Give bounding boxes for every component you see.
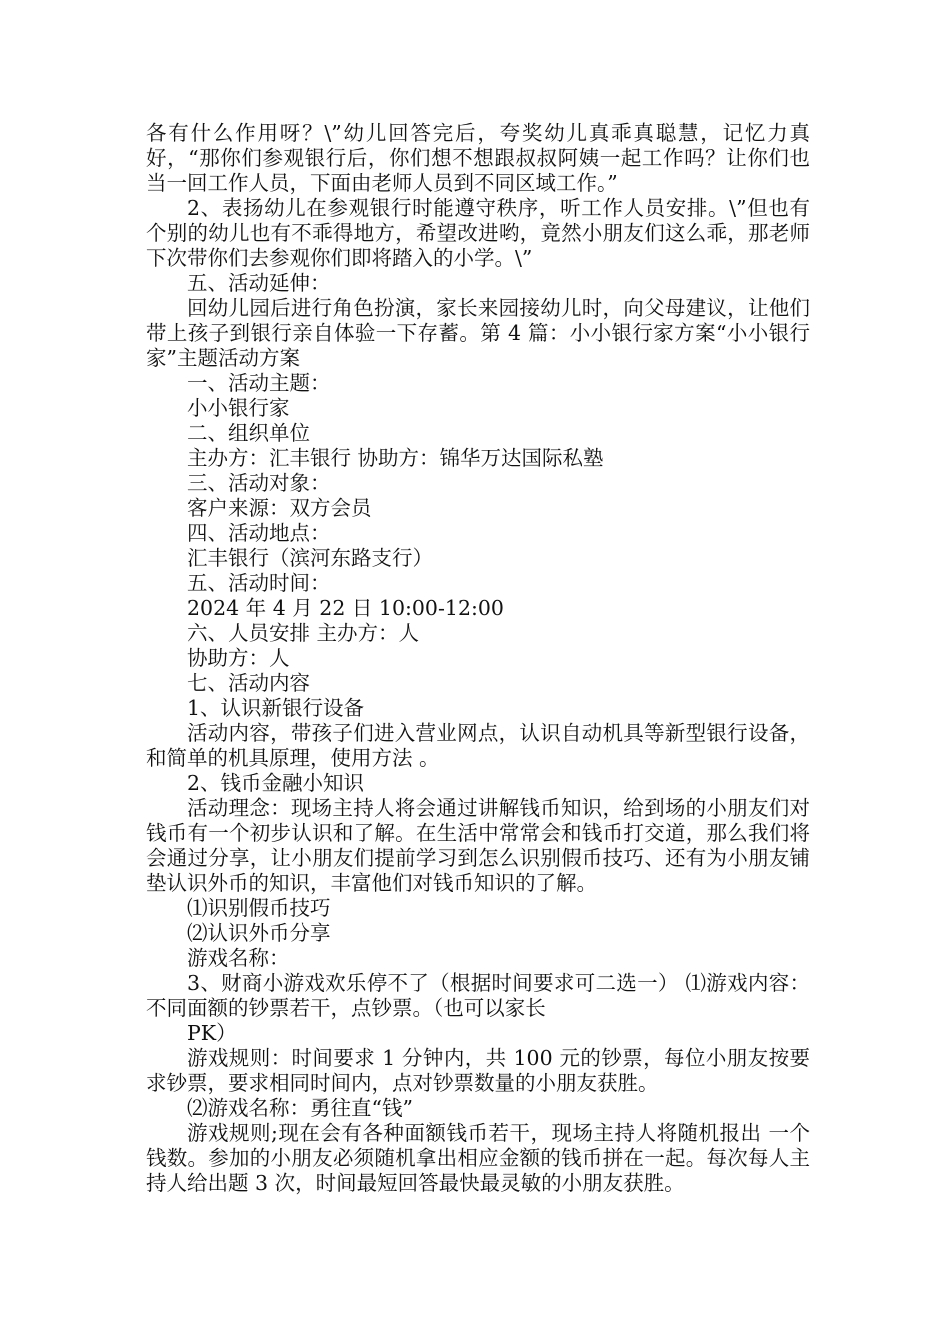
- text-line: PK）: [187, 1021, 237, 1045]
- text-line: 客户来源：双方会员: [187, 496, 372, 520]
- text-line: 2024 年 4 月 22 日 10:00-12:00: [187, 596, 504, 620]
- list-item: ⑴识别假币技巧: [187, 896, 331, 920]
- section-heading: 五、活动时间：: [187, 571, 331, 595]
- text-line: 游戏名称：: [187, 946, 290, 970]
- paragraph: 游戏规则;现在会有各种面额钱币若干，现场主持人将随机报出 一个钱数。参加的小朋友必须随机拿出相应金额的钱币拼在一起。每次每人主持人给出题 3 次，时间最短回答最快最灵敏的小朋友获胜。: [146, 1121, 810, 1195]
- document-body: [146, 121, 810, 1196]
- paragraph: 3、财商小游戏欢乐停不了（根据时间要求可二选一） ⑴游戏内容：不同面额的钞票若干，点钞票。（也可以家长: [146, 971, 810, 1020]
- paragraph: 2、表扬幼儿在参观银行时能遵守秩序，听工作人员安排。\”但也有个别的幼儿也有不乖得地方，希望改进哟，竟然小朋友们这么乖，那老师下次带你们去参观你们即将踏入的小学。\”: [146, 196, 810, 270]
- subsection-heading: 1、认识新银行设备: [187, 696, 365, 720]
- subsection-heading: 2、钱币金融小知识: [187, 771, 365, 795]
- section-heading: 四、活动地点：: [187, 521, 331, 545]
- text-line: 小小银行家: [187, 396, 290, 420]
- paragraph: 游戏规则：时间要求 1 分钟内，共 100 元的钞票，每位小朋友按要求钞票，要求相同时间内，点对钞票数量的小朋友获胜。: [146, 1046, 810, 1095]
- section-heading: 二、组织单位: [187, 421, 310, 445]
- list-item: ⑵认识外币分享: [187, 921, 331, 945]
- text-line: 主办方：汇丰银行 协助方：锦华万达国际私塾: [187, 446, 604, 470]
- paragraph: 活动内容，带孩子们进入营业网点，认识自动机具等新型银行设备，和简单的机具原理，使用方法 。: [146, 721, 810, 770]
- section-heading: 七、活动内容: [187, 671, 310, 695]
- paragraph: 各有什么作用呀？\”幼儿回答完后，夸奖幼儿真乖真聪慧，记忆力真好，“那你们参观银行后，你们想不想跟叔叔阿姨一起工作吗？让你们也当一回工作人员，下面由老师人员到不同区域工作。”: [146, 121, 810, 195]
- section-heading: 六、人员安排 主办方：人: [187, 621, 420, 645]
- section-heading: 一、活动主题：: [187, 371, 331, 395]
- text-line: 协助方：人: [187, 646, 290, 670]
- section-heading: 五、活动延伸：: [187, 271, 331, 295]
- section-heading: 三、活动对象：: [187, 471, 331, 495]
- paragraph: 活动理念：现场主持人将会通过讲解钱币知识，给到场的小朋友们对钱币有一个初步认识和了解。在生活中常常会和钱币打交道，那么我们将会通过分享，让小朋友们提前学习到怎么识别假币技巧、还有为小朋友铺垫认识外币的知识，丰富他们对钱币知识的了解。: [146, 796, 810, 895]
- paragraph: 回幼儿园后进行角色扮演，家长来园接幼儿时，向父母建议，让他们带上孩子到银行亲自体验一下存蓄。第 4 篇：小小银行家方案“小小银行家”主题活动方案: [146, 296, 810, 370]
- list-item: ⑵游戏名称：勇往直“钱”: [187, 1096, 413, 1120]
- text-line: 汇丰银行（滨河东路支行）: [187, 546, 433, 570]
